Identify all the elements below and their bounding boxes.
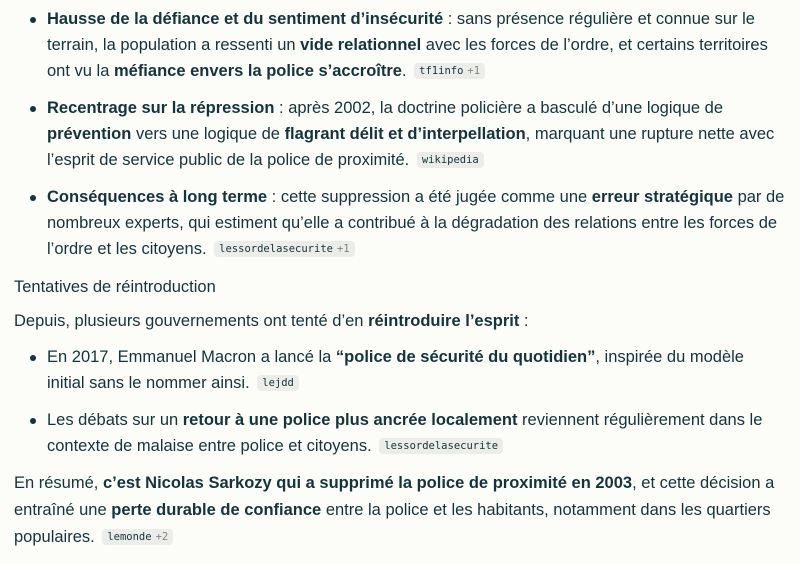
source-citation-badge[interactable] — [417, 152, 484, 168]
list-item — [14, 95, 786, 173]
text-span: avec les forces de l’ordre, et certains territoires ont vu la — [47, 36, 768, 80]
source-name: tf1info — [419, 65, 464, 77]
text-span: En 2017, Emmanuel Macron a lancé la — [47, 348, 336, 366]
source-extra-count: +1 — [336, 243, 350, 255]
source-name: lemonde — [107, 531, 152, 543]
text-span: reviennent régulièrement dans le contexte de malaise entre police et citoyens. — [47, 411, 763, 455]
source-citation-badge[interactable] — [102, 529, 173, 545]
source-extra-count: +2 — [155, 531, 169, 543]
source-name: lejdd — [262, 377, 294, 389]
text-span: entre la police et les habitants, notamment dans les quartiers populaires. — [14, 501, 771, 546]
intro-paragraph — [14, 308, 786, 334]
text-span: : sans présence régulière et connue sur le terrain, la population a ressenti un — [47, 10, 755, 54]
text-span: Les débats sur un — [47, 411, 183, 429]
bold-text: perte durable de confiance — [111, 501, 322, 519]
section-heading: Tentatives de réintroduction — [14, 278, 216, 296]
text-span: par de nombreux experts, qui estiment qu’elle a contribué à la dégradation des relations entre les forces de l’ordre et les citoyens. — [47, 188, 785, 258]
reintroduction-list — [14, 344, 786, 459]
source-name: lessordelasecurite — [219, 243, 333, 255]
bold-text: “police de sécurité du quotidien” — [335, 348, 596, 366]
source-citation-badge[interactable] — [379, 438, 503, 454]
summary-paragraph — [14, 470, 786, 551]
source-citation-badge[interactable] — [414, 63, 485, 79]
text-span: , marquant une rupture nette avec l’esprit de service public de la police de proximité. — [47, 125, 775, 169]
text-span: : — [519, 312, 529, 330]
bold-text: retour à une police plus ancrée localement — [182, 411, 518, 429]
bold-text: vide relationnel — [300, 36, 422, 54]
bold-text: erreur stratégique — [591, 188, 733, 206]
list-item — [14, 6, 786, 84]
list-item — [14, 344, 786, 396]
text-span: , inspirée du modèle initial sans le nommer ainsi. — [47, 348, 744, 392]
bold-text: prévention — [47, 125, 132, 143]
text-span: . — [401, 62, 407, 80]
list-item — [14, 407, 786, 459]
source-name: wikipedia — [421, 154, 479, 166]
bold-text: c’est Nicolas Sarkozy qui a supprimé la police de proximité en 2003 — [102, 474, 633, 492]
source-name: lessordelasecurite — [384, 440, 499, 452]
bold-text: Conséquences à long terme — [47, 188, 268, 206]
text-span: , et cette décision a entraîné une — [14, 474, 775, 519]
text-span: : après 2002, la doctrine policière a basculé d’une logique de — [274, 99, 723, 117]
bold-text: réintroduire l’esprit — [368, 312, 520, 330]
consequences-list — [14, 6, 786, 262]
bold-text: Recentrage sur la répression — [47, 99, 275, 117]
source-extra-count: +1 — [467, 65, 481, 77]
bold-text: méfiance envers la police s’accroître — [113, 62, 402, 80]
source-citation-badge[interactable] — [257, 375, 299, 391]
text-span: En résumé, — [14, 474, 103, 492]
list-item — [14, 184, 786, 262]
bold-text: flagrant délit et d’interpellation — [284, 125, 526, 143]
bold-text: Hausse de la défiance et du sentiment d’insécurité — [47, 10, 444, 28]
text-span: vers une logique de — [131, 125, 285, 143]
text-span: : cette suppression a été jugée comme une — [267, 188, 592, 206]
text-span: Depuis, plusieurs gouvernements ont tenté d’en — [14, 312, 369, 330]
source-citation-badge[interactable] — [214, 241, 354, 257]
